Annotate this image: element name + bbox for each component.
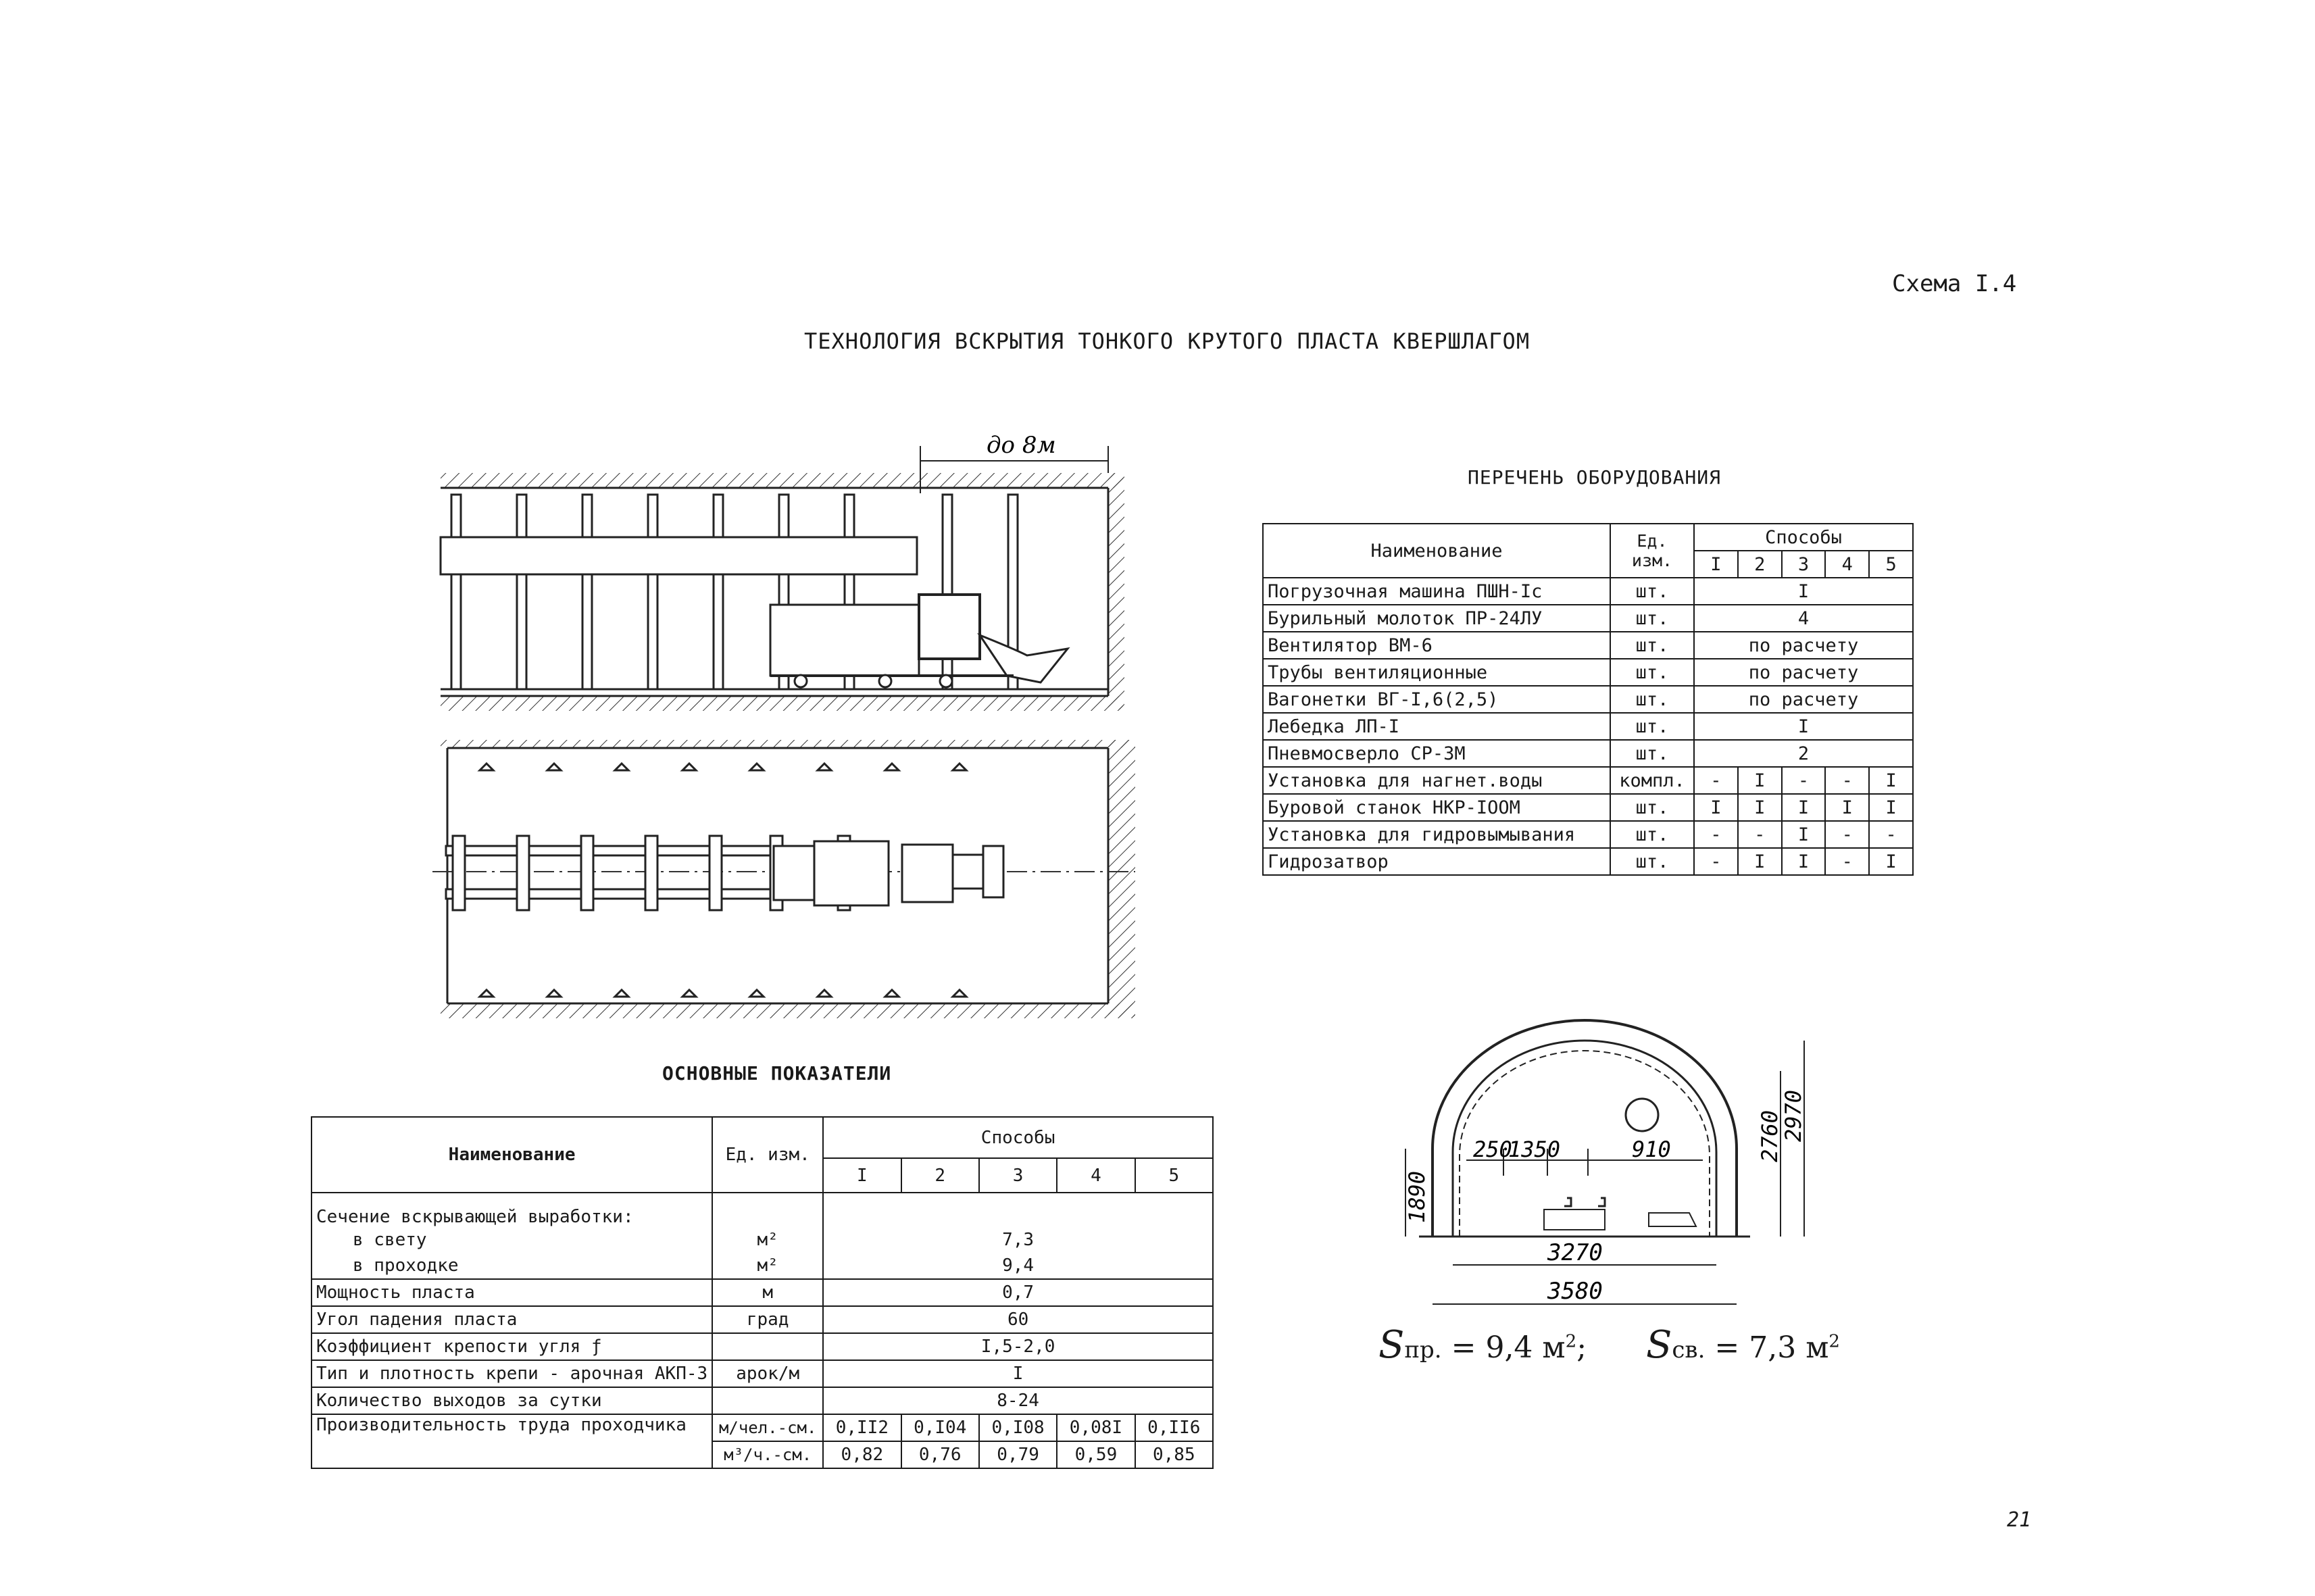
formula-sv-val: = 7,3 м (1705, 1330, 1829, 1365)
formula-pr-sub: пр. (1404, 1337, 1442, 1364)
eq-name: Бурильный молоток ПР-24ЛУ (1263, 605, 1610, 632)
ind-header-methods: Способы (823, 1117, 1213, 1158)
dim-3580: 3580 (1547, 1278, 1603, 1305)
ind-cell: 0,I04 (901, 1414, 979, 1441)
eq-unit: шт. (1610, 740, 1694, 767)
eq-cell: - (1738, 821, 1782, 848)
formula-s2: S (1646, 1323, 1672, 1367)
page-number: 21 (2007, 1508, 2032, 1532)
eq-name: Лебедка ЛП-I (1263, 713, 1610, 740)
eq-value: I (1694, 713, 1913, 740)
eq-name: Трубы вентиляционные (1263, 659, 1610, 686)
ind-cell: 0,II2 (823, 1414, 901, 1441)
ind-value: 60 (823, 1306, 1213, 1333)
dim-250: 250 (1473, 1137, 1512, 1162)
ind-unit: м² (712, 1227, 823, 1253)
ind-unit: град (712, 1306, 823, 1333)
ind-name: Производительность труда проходчика (312, 1414, 712, 1468)
dim-3270: 3270 (1547, 1239, 1603, 1266)
table-row (312, 1414, 1213, 1441)
eq-unit: шт. (1610, 578, 1694, 605)
ind-unit: м/чел.-см. (712, 1414, 823, 1441)
ind-value: 0,7 (823, 1279, 1213, 1306)
ind-unit: м (712, 1279, 823, 1306)
eq-name: Установка для гидровымывания (1263, 821, 1610, 848)
eq-value: по расчету (1694, 632, 1913, 659)
table-row (1263, 821, 1913, 848)
ind-name: в проходке (312, 1253, 712, 1279)
dim-1350: 1350 (1508, 1137, 1561, 1162)
ind-unit: м³/ч.-см. (712, 1441, 823, 1468)
ind-cell: 0,79 (979, 1441, 1057, 1468)
ind-unit: м² (712, 1253, 823, 1279)
eq-header-methods: Способы (1694, 524, 1913, 551)
eq-value: 2 (1694, 740, 1913, 767)
formula-pr-val: = 9,4 м (1441, 1330, 1566, 1365)
eq-cell: I (1738, 794, 1782, 821)
eq-header-name: Наименование (1263, 524, 1610, 578)
dim-2760: 2760 (1757, 1109, 1783, 1162)
eq-cell: - (1825, 821, 1869, 848)
table-row (312, 1306, 1213, 1333)
ind-cell: 0,I08 (979, 1414, 1057, 1441)
eq-cell: - (1782, 767, 1826, 794)
eq-unit: шт. (1610, 848, 1694, 875)
eq-method-3: 3 (1782, 551, 1826, 578)
table-row (1263, 578, 1913, 605)
ind-method-2: 2 (901, 1158, 979, 1193)
table-row (1263, 794, 1913, 821)
ind-value: 8-24 (823, 1387, 1213, 1414)
eq-name: Погрузочная машина ПШН-Iс (1263, 578, 1610, 605)
table-row (1263, 605, 1913, 632)
ind-cell: 0,08I (1057, 1414, 1135, 1441)
ind-header-name: Наименование (312, 1117, 712, 1193)
ind-cell: 0,85 (1135, 1441, 1213, 1468)
eq-value: по расчету (1694, 659, 1913, 686)
eq-name: Вентилятор ВМ-6 (1263, 632, 1610, 659)
eq-unit: шт. (1610, 794, 1694, 821)
table-row (312, 1253, 1213, 1279)
drift-plan-drawing (432, 432, 1135, 1027)
area-formula (1378, 1323, 1840, 1367)
ind-cell: 0,59 (1057, 1441, 1135, 1468)
table-row (312, 1193, 1213, 1227)
eq-unit: шт. (1610, 659, 1694, 686)
equipment-caption: ПЕРЕЧЕНЬ ОБОРУДОВАНИЯ (1468, 466, 1722, 489)
indicators-table (311, 1116, 1214, 1469)
eq-value: 4 (1694, 605, 1913, 632)
eq-unit: шт. (1610, 821, 1694, 848)
dimension-label: до 8м (987, 432, 1056, 459)
eq-cell: I (1869, 848, 1913, 875)
ind-cell: 0,82 (823, 1441, 901, 1468)
eq-cell: I (1738, 848, 1782, 875)
eq-unit: шт. (1610, 605, 1694, 632)
ind-method-3: 3 (979, 1158, 1057, 1193)
table-row (1263, 659, 1913, 686)
eq-method-4: 4 (1825, 551, 1869, 578)
ind-value: 7,3 (823, 1227, 1213, 1253)
ind-cell: 0,II6 (1135, 1414, 1213, 1441)
eq-name: Гидрозатвор (1263, 848, 1610, 875)
ind-value (823, 1193, 1213, 1227)
table-row (1263, 632, 1913, 659)
table-row (312, 1387, 1213, 1414)
ind-method-5: 5 (1135, 1158, 1213, 1193)
eq-cell: I (1869, 767, 1913, 794)
ind-unit (712, 1333, 823, 1360)
page-title: ТЕХНОЛОГИЯ ВСКРЫТИЯ ТОНКОГО КРУТОГО ПЛАСТА КВЕРШЛАГОМ (804, 328, 1530, 354)
dim-910: 910 (1632, 1137, 1671, 1162)
ind-name: Коэффициент крепости угля ƒ (312, 1333, 712, 1360)
eq-value: I (1694, 578, 1913, 605)
eq-cell: I (1694, 794, 1738, 821)
eq-value: по расчету (1694, 686, 1913, 713)
tunnel-cross-section (1392, 1014, 1851, 1338)
ind-unit (712, 1387, 823, 1414)
eq-method-2: 2 (1738, 551, 1782, 578)
eq-unit: шт. (1610, 713, 1694, 740)
eq-cell: - (1694, 821, 1738, 848)
ind-name: Мощность пласта (312, 1279, 712, 1306)
ind-header-unit: Ед. изм. (712, 1117, 823, 1193)
eq-cell: I (1782, 794, 1826, 821)
scheme-label: Схема I.4 (1892, 270, 2017, 297)
equipment-table (1262, 523, 1914, 876)
eq-method-1: I (1694, 551, 1738, 578)
indicators-caption: ОСНОВНЫЕ ПОКАЗАТЕЛИ (662, 1062, 892, 1084)
eq-unit: компл. (1610, 767, 1694, 794)
eq-name: Буровой станок НКР-IООМ (1263, 794, 1610, 821)
eq-name: Вагонетки ВГ-I,6(2,5) (1263, 686, 1610, 713)
ind-value: I,5-2,0 (823, 1333, 1213, 1360)
ind-name: Количество выходов за сутки (312, 1387, 712, 1414)
table-row (1263, 713, 1913, 740)
eq-unit: шт. (1610, 686, 1694, 713)
eq-cell: I (1825, 794, 1869, 821)
ind-cell: 0,76 (901, 1441, 979, 1468)
ind-name: Угол падения пласта (312, 1306, 712, 1333)
ind-name: в свету (312, 1227, 712, 1253)
ind-value: 9,4 (823, 1253, 1213, 1279)
table-row (1263, 767, 1913, 794)
ind-value: I (823, 1360, 1213, 1387)
eq-unit: шт. (1610, 632, 1694, 659)
eq-cell: I (1782, 848, 1826, 875)
eq-cell: I (1782, 821, 1826, 848)
table-row (312, 1333, 1213, 1360)
table-row (1263, 686, 1913, 713)
table-row (312, 1279, 1213, 1306)
eq-name: Пневмосверло СР-3М (1263, 740, 1610, 767)
eq-cell: I (1869, 794, 1913, 821)
dim-1890: 1890 (1404, 1170, 1430, 1223)
eq-header-unit: Ед. изм. (1610, 524, 1694, 578)
ind-name: Сечение вскрывающей выработки: (312, 1193, 712, 1227)
eq-cell: I (1738, 767, 1782, 794)
ind-method-4: 4 (1057, 1158, 1135, 1193)
eq-cell: - (1825, 767, 1869, 794)
eq-method-5: 5 (1869, 551, 1913, 578)
ind-method-1: I (823, 1158, 901, 1193)
table-row (1263, 740, 1913, 767)
ind-unit: арок/м (712, 1360, 823, 1387)
eq-cell: - (1694, 767, 1738, 794)
table-row (1263, 848, 1913, 875)
formula-s1: S (1378, 1323, 1405, 1367)
ind-name: Тип и плотность крепи - арочная АКП-3 (312, 1360, 712, 1387)
ind-unit (712, 1193, 823, 1227)
formula-sq1: 2 (1565, 1331, 1577, 1352)
formula-sep: ; (1576, 1330, 1587, 1365)
eq-name: Установка для нагнет.воды (1263, 767, 1610, 794)
formula-sv-sub: св. (1672, 1337, 1706, 1364)
formula-sq2: 2 (1828, 1331, 1840, 1352)
table-row (312, 1360, 1213, 1387)
dim-2970: 2970 (1781, 1089, 1806, 1142)
eq-cell: - (1694, 848, 1738, 875)
eq-cell: - (1869, 821, 1913, 848)
table-row (312, 1227, 1213, 1253)
eq-cell: - (1825, 848, 1869, 875)
